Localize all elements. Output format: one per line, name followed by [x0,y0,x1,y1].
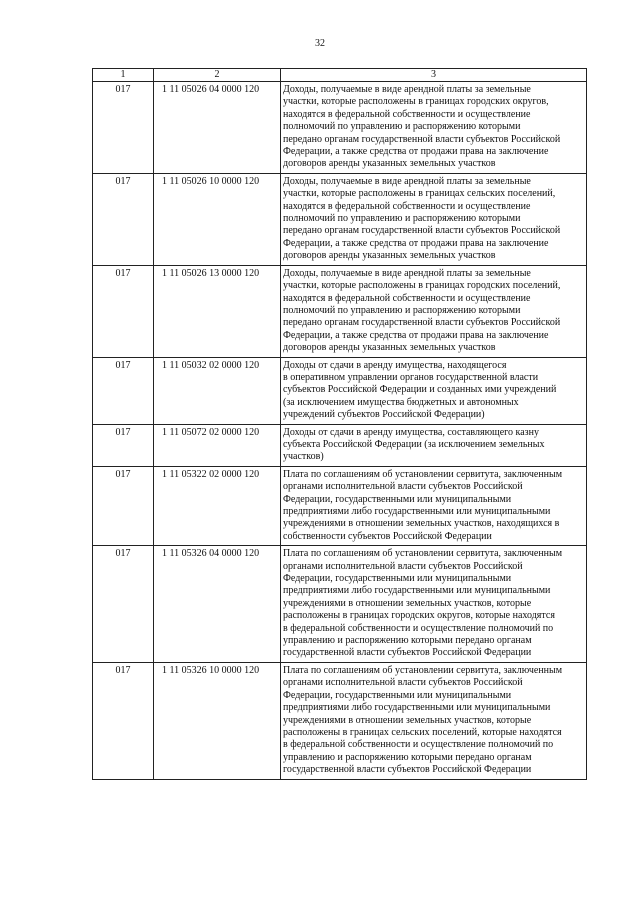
description-cell [281,265,587,357]
description-line: полномочий по управлению и распоряжению которыми [283,213,521,225]
description-line: органами исполнительной власти субъектов Российской [283,560,523,572]
admin-code-cell: 017 [93,357,154,424]
description-line: в федеральной собственности и осуществление полномочий по [283,739,554,751]
description-cell [281,466,587,545]
description-line: находятся в федеральной собственности и осуществление [283,200,531,212]
table-row [93,173,587,265]
description-line: Федерации, государственными или муниципальными [283,493,512,505]
admin-code-cell: 017 [93,466,154,545]
description-line: управлению и распоряжению которыми передано органам [283,635,532,647]
budget-code-cell: 1 11 05026 13 0000 120 [154,265,281,357]
description-line: учреждениями в отношении земельных участков, находящихся в [283,518,560,530]
description-line: участков) [283,451,324,463]
description-line: учреждений субъектов Российской Федерации) [283,409,485,421]
table-row [93,662,587,779]
table-row [93,265,587,357]
description-line: управлению и распоряжению которыми передано органам [283,751,532,763]
admin-code-cell: 017 [93,265,154,357]
table-row [93,357,587,424]
budget-code-cell: 1 11 05072 02 0000 120 [154,424,281,466]
budget-code-cell: 1 11 05026 10 0000 120 [154,173,281,265]
description-line: предприятиями либо государственными или муниципальными [283,702,551,714]
description-line: учреждениями в отношении земельных участков, которые [283,714,532,726]
description-line: Федерации, государственными или муниципальными [283,689,512,701]
budget-code-cell: 1 11 05322 02 0000 120 [154,466,281,545]
description-line: в федеральной собственности и осуществление полномочий по [283,622,554,634]
description-line: находятся в федеральной собственности и осуществление [283,292,531,304]
income-codes-table [92,68,587,780]
description-line: Федерации, а также средства от продажи права на заключение [283,146,549,158]
column-header-1: 1 [93,69,154,82]
table-row [93,466,587,545]
description-line: государственной власти субъектов Российской Федерации [283,764,532,776]
description-line: передано органам государственной власти субъектов Российской [283,225,561,237]
description-line: собственности субъектов Российской Федерации [283,530,492,542]
table-row [93,424,587,466]
admin-code-cell: 017 [93,546,154,663]
description-line: расположены в границах городских округов, которые находятся [283,610,555,622]
table-header-row [93,69,587,82]
admin-code-cell: 017 [93,173,154,265]
description-line: участки, которые расположены в границах сельских поселений, [283,188,556,200]
description-line: предприятиями либо государственными или муниципальными [283,585,551,597]
description-line: Федерации, государственными или муниципальными [283,573,512,585]
description-cell [281,82,587,174]
description-cell [281,546,587,663]
description-line: учреждениями в отношении земельных участков, которые [283,597,532,609]
budget-code-cell: 1 11 05032 02 0000 120 [154,357,281,424]
description-cell [281,357,587,424]
description-line: предприятиями либо государственными или муниципальными [283,506,551,517]
description-line: государственной власти субъектов Российской Федерации [283,647,532,659]
description-line: Федерации, а также средства от продажи права на заключение [283,329,549,341]
description-line: полномочий по управлению и распоряжению которыми [283,304,521,316]
table-row [93,82,587,174]
admin-code-cell: 017 [93,424,154,466]
description-line: Федерации, а также средства от продажи права на заключение [283,237,549,249]
description-line: договоров аренды указанных земельных участков [283,342,496,354]
budget-code-cell: 1 11 05326 10 0000 120 [154,662,281,779]
description-line: Доходы, получаемые в виде арендной платы за земельные [283,175,531,187]
description-line: органами исполнительной власти субъектов Российской [283,481,523,493]
description-line: передано органам государственной власти субъектов Российской [283,133,561,145]
page-number: 32 [315,38,325,49]
admin-code-cell: 017 [93,82,154,174]
description-line: находятся в федеральной собственности и осуществление [283,108,531,120]
budget-code-cell: 1 11 05326 04 0000 120 [154,546,281,663]
description-line: участки, которые расположены в границах городских поселений, [283,280,561,292]
description-line: Плата по соглашениям об установлении сервитута, заключенным [283,664,563,676]
description-line: органами исполнительной власти субъектов Российской [283,677,523,689]
description-line: Доходы, получаемые в виде арендной платы за земельные [283,84,531,95]
column-header-3: 3 [281,69,587,82]
description-cell [281,424,587,466]
description-line: субъектов Российской Федерации и созданных ими учреждений [283,384,557,396]
description-line: субъекта Российской Федерации (за исключением земельных [283,438,545,450]
description-line: Плата по соглашениям об установлении сервитута, заключенным [283,548,563,560]
description-cell [281,662,587,779]
description-line: (за исключением имущества бюджетных и автономных [283,396,519,408]
description-cell [281,173,587,265]
description-line: Доходы от сдачи в аренду имущества, составляющего казну [283,426,539,438]
description-line: полномочий по управлению и распоряжению которыми [283,121,521,133]
description-line: Доходы, получаемые в виде арендной платы за земельные [283,267,531,279]
description-line: Плата по соглашениям об установлении сервитута, заключенным [283,468,563,480]
description-line: участки, которые расположены в границах городских округов, [283,96,549,108]
table-row [93,546,587,663]
description-line: передано органам государственной власти субъектов Российской [283,317,561,329]
column-header-2: 2 [154,69,281,82]
description-line: Доходы от сдачи в аренду имущества, находящегося [283,359,507,371]
description-line: расположены в границах сельских поселений, которые находятся [283,726,562,738]
description-line: договоров аренды указанных земельных участков [283,158,496,170]
budget-code-cell: 1 11 05026 04 0000 120 [154,82,281,174]
admin-code-cell: 017 [93,662,154,779]
description-line: договоров аренды указанных земельных участков [283,250,496,262]
description-line: в оперативном управлении органов государственной власти [283,371,539,383]
